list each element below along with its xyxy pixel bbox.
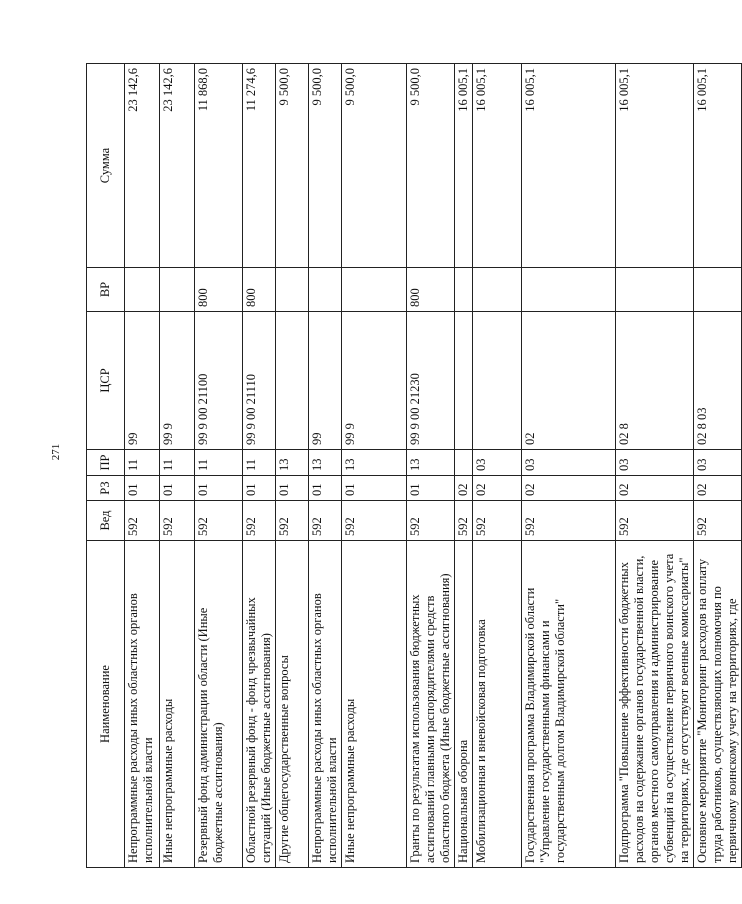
cell-csr: 02 8	[616, 312, 694, 450]
cell-csr: 99 9	[160, 312, 195, 450]
cell-ved: 592	[616, 501, 694, 541]
table-row	[407, 64, 455, 868]
cell-vr: 800	[243, 268, 276, 312]
cell-csr	[455, 312, 473, 450]
cell-name: Основное мероприятие "Мониторинг расходов на оплату труда работников, осуществляющих полномочия по первичному воинскому учету на территориях, где	[694, 541, 742, 868]
cell-pr: 03	[694, 450, 742, 476]
cell-vr	[616, 268, 694, 312]
cell-ved: 592	[160, 501, 195, 541]
cell-rz: 02	[522, 476, 616, 501]
table-row	[473, 64, 522, 868]
cell-vr	[455, 268, 473, 312]
cell-csr	[276, 312, 309, 450]
cell-name: Непрограммные расходы иных областных органов исполнительной власти	[125, 541, 160, 868]
cell-vr	[694, 268, 742, 312]
cell-csr: 99 9 00 21100	[195, 312, 243, 450]
rotated-page	[86, 64, 739, 868]
cell-sum: 16 005,1	[616, 64, 694, 268]
cell-sum: 9 500,0	[276, 64, 309, 268]
cell-sum: 9 500,0	[342, 64, 407, 268]
cell-csr: 99	[309, 312, 342, 450]
cell-vr: 800	[195, 268, 243, 312]
cell-pr: 13	[276, 450, 309, 476]
header-csr: ЦСР	[87, 312, 125, 450]
cell-pr: 13	[309, 450, 342, 476]
cell-pr: 11	[125, 450, 160, 476]
cell-ved: 592	[342, 501, 407, 541]
cell-rz: 02	[473, 476, 522, 501]
cell-vr	[473, 268, 522, 312]
cell-vr	[309, 268, 342, 312]
cell-pr: 03	[473, 450, 522, 476]
cell-sum: 16 005,1	[694, 64, 742, 268]
cell-pr: 11	[243, 450, 276, 476]
cell-name: Иные непрограммные расходы	[160, 541, 195, 868]
cell-csr	[473, 312, 522, 450]
cell-sum: 9 500,0	[309, 64, 342, 268]
cell-name: Гранты по результатам использования бюджетных ассигнований главными распорядителями средств областного бюджета (Иные бюджетные ассигнования)	[407, 541, 455, 868]
header-sum: Сумма	[87, 64, 125, 268]
cell-rz: 01	[243, 476, 276, 501]
cell-rz: 01	[309, 476, 342, 501]
budget-table	[86, 63, 742, 868]
cell-rz: 01	[160, 476, 195, 501]
cell-sum: 11 274,6	[243, 64, 276, 268]
cell-vr	[522, 268, 616, 312]
cell-name: Подпрограмма "Повышение эффективности бюджетных расходов на содержание органов государственной власти, органов местного самоуправления и администрирование субвенций на осуществление первичного воинского учета на территориях, где отсутствуют военные комиссариаты"	[616, 541, 694, 868]
cell-csr: 99 9 00 21110	[243, 312, 276, 450]
table-row	[276, 64, 309, 868]
cell-name: Другие общегосударственные вопросы	[276, 541, 309, 868]
cell-rz: 02	[616, 476, 694, 501]
cell-rz: 02	[455, 476, 473, 501]
cell-vr: 800	[407, 268, 455, 312]
table-row	[522, 64, 616, 868]
table-row	[309, 64, 342, 868]
header-vr: ВР	[87, 268, 125, 312]
cell-pr: 11	[160, 450, 195, 476]
cell-csr: 02	[522, 312, 616, 450]
cell-name: Областной резервный фонд - фонд чрезвычайных ситуаций (Иные бюджетные ассигнования)	[243, 541, 276, 868]
cell-name: Иные непрограммные расходы	[342, 541, 407, 868]
header-pr: ПР	[87, 450, 125, 476]
cell-sum: 23 142,6	[160, 64, 195, 268]
table-row	[694, 64, 742, 868]
cell-sum: 16 005,1	[522, 64, 616, 268]
cell-pr: 03	[616, 450, 694, 476]
table-row	[195, 64, 243, 868]
header-row	[87, 64, 125, 868]
header-rz: РЗ	[87, 476, 125, 501]
header-name: Наименование	[87, 541, 125, 868]
cell-name: Резервный фонд администрации области (Иные бюджетные ассигнования)	[195, 541, 243, 868]
cell-vr	[276, 268, 309, 312]
cell-sum: 16 005,1	[455, 64, 473, 268]
cell-rz: 01	[407, 476, 455, 501]
cell-pr: 11	[195, 450, 243, 476]
cell-sum: 16 005,1	[473, 64, 522, 268]
cell-vr	[160, 268, 195, 312]
cell-pr: 03	[522, 450, 616, 476]
cell-ved: 592	[694, 501, 742, 541]
cell-name: Государственная программа Владимирской области "Управление государственными финансами и государственным долгом Владимирской области"	[522, 541, 616, 868]
cell-rz: 01	[125, 476, 160, 501]
cell-rz: 02	[694, 476, 742, 501]
cell-rz: 01	[195, 476, 243, 501]
cell-ved: 592	[407, 501, 455, 541]
cell-ved: 592	[309, 501, 342, 541]
cell-rz: 01	[276, 476, 309, 501]
cell-csr: 02 8 03	[694, 312, 742, 450]
cell-name: Непрограммные расходы иных областных органов исполнительной власти	[309, 541, 342, 868]
cell-csr: 99 9	[342, 312, 407, 450]
cell-vr	[125, 268, 160, 312]
cell-name: Мобилизационная и вневойсковая подготовка	[473, 541, 522, 868]
cell-ved: 592	[195, 501, 243, 541]
cell-sum: 9 500,0	[407, 64, 455, 268]
cell-name: Национальная оборона	[455, 541, 473, 868]
header-ved: Вед	[87, 501, 125, 541]
cell-ved: 592	[125, 501, 160, 541]
table-row	[125, 64, 160, 868]
cell-pr: 13	[342, 450, 407, 476]
cell-pr: 13	[407, 450, 455, 476]
cell-ved: 592	[522, 501, 616, 541]
cell-rz: 01	[342, 476, 407, 501]
table-row	[243, 64, 276, 868]
table-row	[342, 64, 407, 868]
cell-vr	[342, 268, 407, 312]
cell-ved: 592	[473, 501, 522, 541]
page-number: 271	[50, 443, 62, 461]
cell-sum: 11 868,0	[195, 64, 243, 268]
cell-ved: 592	[455, 501, 473, 541]
cell-pr	[455, 450, 473, 476]
cell-csr: 99	[125, 312, 160, 450]
table-row	[160, 64, 195, 868]
table-row	[455, 64, 473, 868]
cell-csr: 99 9 00 21230	[407, 312, 455, 450]
cell-sum: 23 142,6	[125, 64, 160, 268]
table-row	[616, 64, 694, 868]
cell-ved: 592	[243, 501, 276, 541]
cell-ved: 592	[276, 501, 309, 541]
